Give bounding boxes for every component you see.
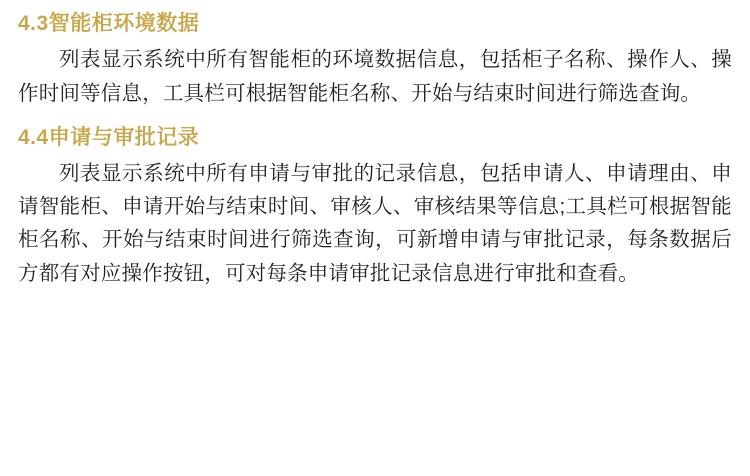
section-heading-4-3: 4.3智能柜环境数据	[18, 12, 200, 35]
section-4-3	[18, 10, 732, 110]
section-body-4-3: 列表显示系统中所有智能柜的环境数据信息，包括柜子名称、操作人、操作时间等信息，工具栏可根据智能柜名称、开始与结束时间进行筛选查询。	[18, 48, 732, 105]
section-body-4-4: 列表显示系统中所有申请与审批的记录信息，包括申请人、申请理由、申请智能柜、申请开始与结束时间、审核人、审核结果等信息;工具栏可根据智能柜名称、开始与结束时间进行筛选查询，可新增申请与审批记录，每条数据后方都有对应操作按钮，可对每条申请审批记录信息进行审批和查看。	[18, 162, 732, 285]
section-heading-4-4: 4.4申请与审批记录	[18, 125, 200, 149]
section-4-4	[18, 124, 732, 290]
